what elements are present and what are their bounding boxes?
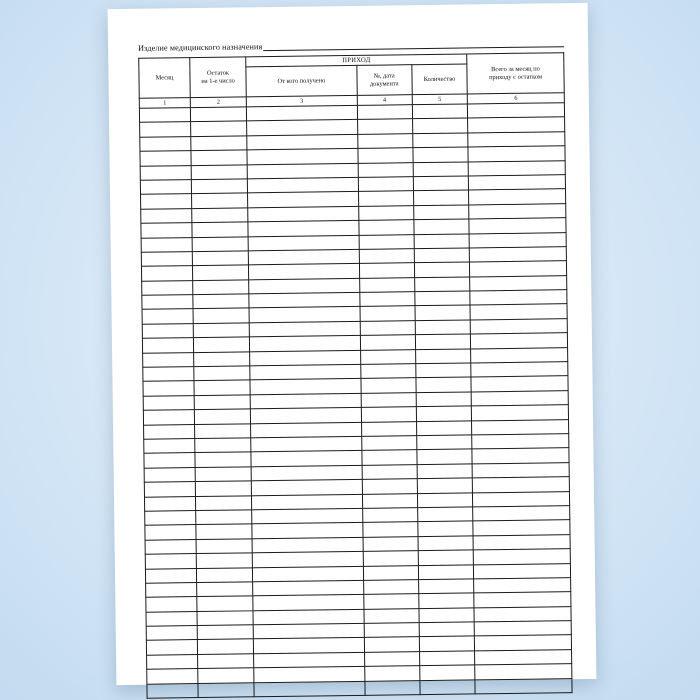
table-cell[interactable] [195,452,251,467]
table-cell[interactable] [198,668,254,683]
table-cell[interactable] [192,193,248,208]
table-cell[interactable] [359,292,414,307]
header-balance-line2: на 1-е число [201,77,235,85]
table-cell[interactable] [142,309,193,324]
table-cell[interactable] [140,180,191,195]
table-cell[interactable] [145,525,196,540]
table-cell[interactable] [195,481,251,496]
header-doc-line2: документа [369,79,399,88]
table-cell[interactable] [363,536,418,551]
table-cell[interactable] [195,495,251,510]
table-cell[interactable] [413,190,468,205]
table-cell[interactable] [194,366,250,381]
header-month: Месяц [139,58,191,99]
table-cell[interactable] [417,449,472,464]
table-cell[interactable] [364,637,419,652]
table-cell[interactable] [248,206,359,222]
table-cell[interactable] [140,165,191,180]
table-cell[interactable] [251,480,362,496]
table-cell[interactable] [359,249,414,264]
table-cell[interactable] [141,266,192,281]
table-cell[interactable] [470,261,567,277]
table-cell[interactable] [141,251,192,266]
table-cell[interactable] [364,651,419,666]
table-cell[interactable] [470,304,567,320]
table-cell[interactable] [358,191,413,206]
table-cell[interactable] [191,150,247,165]
table-cell[interactable] [196,510,252,525]
table-cell[interactable] [469,232,566,248]
table-cell[interactable] [146,640,197,655]
table-cell[interactable] [365,680,420,695]
table-cell[interactable] [414,262,469,277]
table-cell[interactable] [142,338,193,353]
table-cell[interactable] [360,349,415,364]
table-cell[interactable] [471,362,568,378]
table-cell[interactable] [361,407,416,422]
table-cell[interactable] [419,622,474,637]
table-cell[interactable] [468,175,565,191]
table-cell[interactable] [192,251,248,266]
table-cell[interactable] [144,424,195,439]
table-cell[interactable] [140,136,191,151]
table-cell[interactable] [248,249,359,265]
table-cell[interactable] [196,539,252,554]
table-cell[interactable] [362,464,417,479]
table-cell[interactable] [191,179,247,194]
table-cell[interactable] [415,334,470,349]
table-cell[interactable] [470,275,567,291]
table-cell[interactable] [414,248,469,263]
document-title: Изделие медицинского назначения [138,42,263,53]
table-cell[interactable] [144,453,195,468]
table-cell[interactable] [473,506,570,522]
table-cell[interactable] [468,131,565,147]
table-cell[interactable] [417,507,472,522]
table-cell[interactable] [194,409,250,424]
table-cell[interactable] [147,683,198,698]
table-cell[interactable] [468,160,565,176]
table-cell[interactable] [143,367,194,382]
table-cell[interactable] [414,205,469,220]
header-balance [190,57,247,98]
table-cell[interactable] [144,482,195,497]
table-cell[interactable] [191,121,247,136]
table-cell[interactable] [470,333,567,349]
table-cell[interactable] [253,595,364,611]
table-cell[interactable] [473,563,570,579]
table-cell[interactable] [249,307,360,323]
table-cell[interactable] [193,280,249,295]
table-cell[interactable] [250,364,361,380]
table-cell[interactable] [418,521,473,536]
title-fill-in-rule[interactable] [263,37,564,51]
table-cell[interactable] [415,320,470,335]
table-cell[interactable] [193,337,249,352]
table-cell[interactable] [250,408,361,424]
table-cell[interactable] [416,421,471,436]
table-cell[interactable] [251,465,362,481]
table-cell[interactable] [141,237,192,252]
table-cell[interactable] [249,264,360,280]
header-balance-line1: Остаток [206,69,230,77]
table-cell[interactable] [415,349,470,364]
table-cell[interactable] [419,636,474,651]
table-cell[interactable] [359,263,414,278]
table-cell[interactable] [416,392,471,407]
table-cell[interactable] [357,105,412,120]
table-cell[interactable] [357,133,412,148]
table-cell[interactable] [250,350,361,366]
table-cell[interactable] [364,623,419,638]
header-total-month [467,53,564,94]
table-cell[interactable] [469,203,566,219]
table-cell[interactable] [414,277,469,292]
table-cell[interactable] [360,335,415,350]
table-cell[interactable] [417,464,472,479]
table-cell[interactable] [362,493,417,508]
column-number-6: 6 [467,93,564,104]
table-cell[interactable] [251,422,362,438]
table-cell[interactable] [363,594,418,609]
table-cell[interactable] [192,208,248,223]
table-cell[interactable] [474,621,571,637]
table-cell[interactable] [139,108,190,123]
table-cell[interactable] [251,451,362,467]
header-doc-number-date [356,65,412,96]
table-cell[interactable] [190,107,246,122]
table-cell[interactable] [253,623,364,639]
table-cell[interactable] [252,523,363,539]
table-cell[interactable] [419,593,474,608]
table-cell[interactable] [194,351,250,366]
table-cell[interactable] [416,406,471,421]
table-cell[interactable] [196,553,252,568]
table-cell[interactable] [246,105,357,121]
header-group-prihod: ПРИХОД [246,54,467,67]
table-cell[interactable] [197,639,253,654]
table-cell[interactable] [414,219,469,234]
table-cell[interactable] [416,377,471,392]
table-cell[interactable] [143,381,194,396]
table-cell[interactable] [192,265,248,280]
table-cell[interactable] [192,222,248,237]
table-cell[interactable] [145,510,196,525]
table-cell[interactable] [469,247,566,263]
table-cell[interactable] [467,103,564,119]
table-cell[interactable] [362,508,417,523]
table-cell[interactable] [358,205,413,220]
table-cell[interactable] [197,625,253,640]
table-cell[interactable] [358,220,413,235]
table-cell[interactable] [471,405,568,421]
table-cell[interactable] [145,554,196,569]
table-cell[interactable] [471,390,568,406]
table-head [139,53,565,109]
table-cell[interactable] [144,439,195,454]
table-cell[interactable] [472,419,569,435]
table-cell[interactable] [197,596,253,611]
table-cell[interactable] [473,549,570,565]
table-cell[interactable] [249,292,360,308]
table-cell[interactable] [144,496,195,511]
document-title-row [138,33,564,53]
table-cell[interactable] [197,610,253,625]
table-cell[interactable] [361,436,416,451]
table-cell[interactable] [361,392,416,407]
table-cell[interactable] [417,492,472,507]
table-cell[interactable] [146,611,197,626]
table-cell[interactable] [359,277,414,292]
table-cell[interactable] [141,223,192,238]
table-cell[interactable] [474,578,571,594]
table-cell[interactable] [474,592,571,608]
table-cell[interactable] [196,567,252,582]
table-cell[interactable] [475,649,572,665]
table-cell[interactable] [147,654,198,669]
table-cell[interactable] [360,306,415,321]
table-cell[interactable] [145,568,196,583]
table-cell[interactable] [417,435,472,450]
table-cell[interactable] [413,133,468,148]
table-cell[interactable] [143,395,194,410]
table-cell[interactable] [472,434,569,450]
table-cell[interactable] [247,177,358,193]
table-cell[interactable] [146,597,197,612]
paper-sheet [108,3,597,685]
table-cell[interactable] [475,664,572,680]
table-cell[interactable] [360,321,415,336]
table-cell[interactable] [468,117,565,133]
table-cell[interactable] [249,321,360,337]
table-cell[interactable] [147,669,198,684]
table-cell[interactable] [250,393,361,409]
table-cell[interactable] [413,147,468,162]
table-cell[interactable] [196,524,252,539]
column-number-5: 5 [412,94,467,105]
table-cell[interactable] [141,194,192,209]
table-cell[interactable] [191,136,247,151]
table-cell[interactable] [364,608,419,623]
table-cell[interactable] [361,378,416,393]
table-cell[interactable] [418,536,473,551]
table-cell[interactable] [473,534,570,550]
table-cell[interactable] [418,579,473,594]
table-cell[interactable] [247,149,358,165]
table-cell[interactable] [146,582,197,597]
table-cell[interactable] [420,680,475,695]
table-cell[interactable] [192,236,248,251]
table-cell[interactable] [471,376,568,392]
table-cell[interactable] [363,551,418,566]
table-cell[interactable] [473,520,570,536]
table-cell[interactable] [195,423,251,438]
table-cell[interactable] [420,665,475,680]
header-doc-line1: №, дата [373,72,395,80]
table-cell[interactable] [249,278,360,294]
table-cell[interactable] [248,192,359,208]
table-cell[interactable] [253,609,364,625]
table-cell[interactable] [251,436,362,452]
table-cell[interactable] [142,280,193,295]
table-cell[interactable] [414,233,469,248]
table-cell[interactable] [252,537,363,553]
table-cell[interactable] [253,580,364,596]
table-cell[interactable] [470,319,567,335]
table-cell[interactable] [254,667,365,683]
page-content [138,33,572,669]
table-cell[interactable] [193,323,249,338]
column-number-3: 3 [246,95,357,106]
header-quantity: Количество [412,64,468,95]
ledger-table [138,52,572,699]
table-cell[interactable] [358,162,413,177]
table-cell[interactable] [360,364,415,379]
table-cell[interactable] [468,146,565,162]
table-cell[interactable] [248,221,359,237]
table-cell[interactable] [362,479,417,494]
table-cell[interactable] [143,410,194,425]
table-cell[interactable] [473,491,570,507]
table-cell[interactable] [471,347,568,363]
table-cell[interactable] [474,606,571,622]
table-cell[interactable] [419,651,474,666]
table-cell[interactable] [359,234,414,249]
table-cell[interactable] [193,294,249,309]
table-cell[interactable] [361,450,416,465]
table-cell[interactable] [247,120,358,136]
table-cell[interactable] [364,666,419,681]
table-cell[interactable] [418,564,473,579]
table-cell[interactable] [252,494,363,510]
table-cell[interactable] [248,235,359,251]
table-cell[interactable] [363,580,418,595]
table-cell[interactable] [417,478,472,493]
table-cell[interactable] [143,352,194,367]
table-cell[interactable] [419,608,474,623]
table-cell[interactable] [197,582,253,597]
column-number-4: 4 [357,95,412,106]
header-received-from: От кого получено [246,65,357,96]
table-cell[interactable] [412,118,467,133]
table-cell[interactable] [249,336,360,352]
table-cell[interactable] [253,638,364,654]
table-cell[interactable] [198,654,254,669]
table-cell[interactable] [191,164,247,179]
column-number-2: 2 [190,97,246,108]
table-cell[interactable] [418,550,473,565]
table-cell[interactable] [472,462,569,478]
table-cell[interactable] [358,177,413,192]
table-cell[interactable] [475,678,572,694]
table-cell[interactable] [195,467,251,482]
table-cell[interactable] [193,308,249,323]
table-cell[interactable] [472,448,569,464]
table-cell[interactable] [247,134,358,150]
table-cell[interactable] [415,305,470,320]
table-cell[interactable] [472,477,569,493]
header-total-line2: приходу с остатком [489,72,543,81]
table-cell[interactable] [362,522,417,537]
table-cell[interactable] [198,682,254,697]
table-cell[interactable] [474,635,571,651]
table-cell[interactable] [254,652,365,668]
table-cell[interactable] [142,323,193,338]
table-cell[interactable] [247,163,358,179]
table-cell[interactable] [413,162,468,177]
table-cell[interactable] [253,566,364,582]
table-cell[interactable] [358,148,413,163]
table-cell[interactable] [361,421,416,436]
table-cell[interactable] [140,151,191,166]
table-cell[interactable] [144,467,195,482]
table-cell[interactable] [363,565,418,580]
table-cell[interactable] [412,104,467,119]
table-cell[interactable] [469,218,566,234]
table-cell[interactable] [194,380,250,395]
table-cell[interactable] [415,291,470,306]
table-cell[interactable] [252,551,363,567]
table-cell[interactable] [142,295,193,310]
table-cell[interactable] [254,681,365,697]
header-total-line1: Всего за месяц по [491,65,540,74]
table-cell[interactable] [195,438,251,453]
table-cell[interactable] [357,119,412,134]
column-number-1: 1 [139,98,190,109]
table-cell[interactable] [469,189,566,205]
table-cell[interactable] [146,626,197,641]
table-cell[interactable] [194,395,250,410]
table-cell[interactable] [470,290,567,306]
table-cell[interactable] [252,508,363,524]
table-cell[interactable] [141,208,192,223]
table-cell[interactable] [145,539,196,554]
table-body [139,103,572,699]
table-cell[interactable] [413,176,468,191]
table-cell[interactable] [250,379,361,395]
table-cell[interactable] [140,122,191,137]
table-cell[interactable] [416,363,471,378]
